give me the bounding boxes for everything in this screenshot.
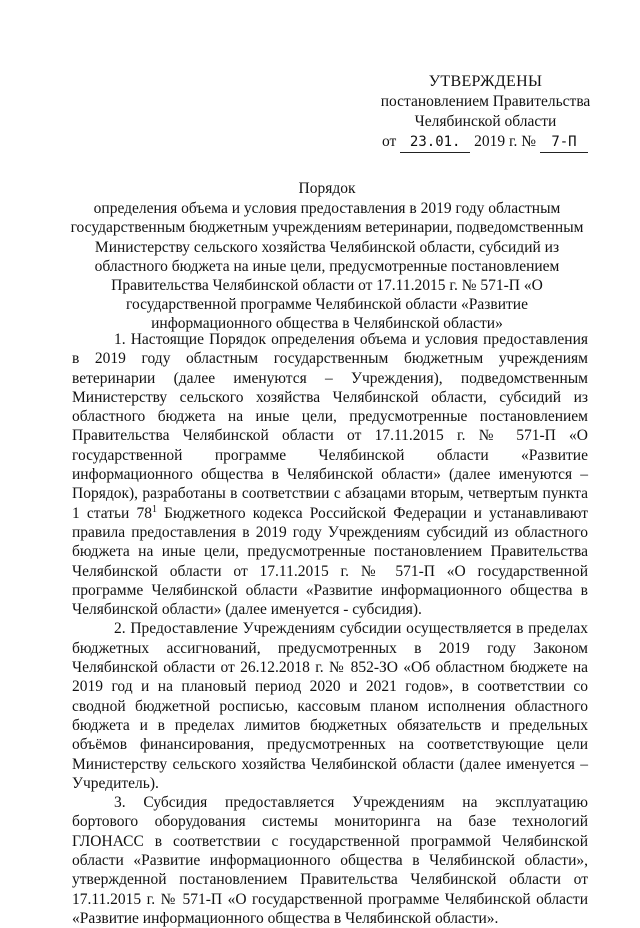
handwritten-number: 7-П [540, 132, 588, 153]
approval-block [378, 72, 593, 153]
document-title: Порядок [298, 180, 356, 197]
document-subtitle: определения объема и условия предоставления в 2019 году областным государственным бюджетным учреждениям ветеринарии, подведомственным Министерству сельского хозяйства Челябинской области, субсидий из областного бюджета на иные цели, предусмотренные постановлением Правительства Челябинской области от 17.11.2015 г. № 571-П «О государственной программе Челябинской области «Развитие информационного общества в Челябинской области» [70, 200, 584, 333]
paragraph-1-part-a: 1. Настоящие Порядок определения объема и условия предоставления в 2019 году областным государственным бюджетным учреждениям ветеринарии (далее именуются – Учреждения), подведомственным Министерству сельского хозяйства Челябинской области, субсидий из областного бюджета на иные цели, предусмотренные постановлением Правительства Челябинской области от 17.11.2015 г. № 571-П «О государственной программе Челябинской области «Развитие информационного общества в Челябинской области» (далее именуются – Порядок), разработаны в соответствии с абзацами вторым, четвертым пункта 1 статьи 78 [72, 331, 588, 522]
year-text: 2019 г. № [474, 133, 537, 150]
paragraph-3: 3. Субсидия предоставляется Учреждениям на эксплуатацию бортового оборудования системы мониторинга на базе технологий ГЛОНАСС в соответствии с государственной программой Челябинской области «Развитие информационного общества в Челябинской области», утвержденной постановлением Правительства Челябинской области от 17.11.2015 г. № 571-П «О государственной программе Челябинской области «Развитие информационного общества в Челябинской области». [72, 794, 588, 927]
document-heading [68, 179, 586, 334]
paragraph-1-part-b: Бюджетного кодекса Российской Федерации и устанавливают правила предоставления в 2019 году Учреждениям субсидий из областного бюджета на иные цели, предусмотренные постановлением Правительства Челябинской области от 17.11.2015 г. № 571-П «О государственной программе Челябинской области «Развитие информационного общества в Челябинской области» (далее именуется - субсидия). [72, 504, 588, 619]
approval-line-2: Челябинской области [414, 113, 557, 130]
handwritten-date: 23.01. [400, 132, 470, 153]
approval-date-line [378, 132, 593, 153]
approval-line-1: постановлением Правительства [380, 93, 591, 110]
date-prefix: от [382, 133, 397, 150]
approval-title: УТВЕРЖДЕНЫ [428, 73, 543, 90]
article-superscript: 1 [151, 503, 157, 515]
paragraph-2: 2. Предоставление Учреждениям субсидии осуществляется в пределах бюджетных ассигнований, предусмотренных в 2019 году Законом Челябинской области от 26.12.2018 г. № 852-ЗО «Об областном бюджете на 2019 год и на плановый период 2020 и 2021 годов», в соответствии со сводной бюджетной росписью, кассовым планом исполнения областного бюджета и в пределах лимитов бюджетных обязательств и предельных объёмов финансирования, предусмотренных на соответствующие цели Министерству сельского хозяйства Челябинской области (далее именуется – Учредитель). [72, 620, 588, 792]
paragraph-1 [72, 330, 588, 619]
document-body [72, 330, 588, 928]
